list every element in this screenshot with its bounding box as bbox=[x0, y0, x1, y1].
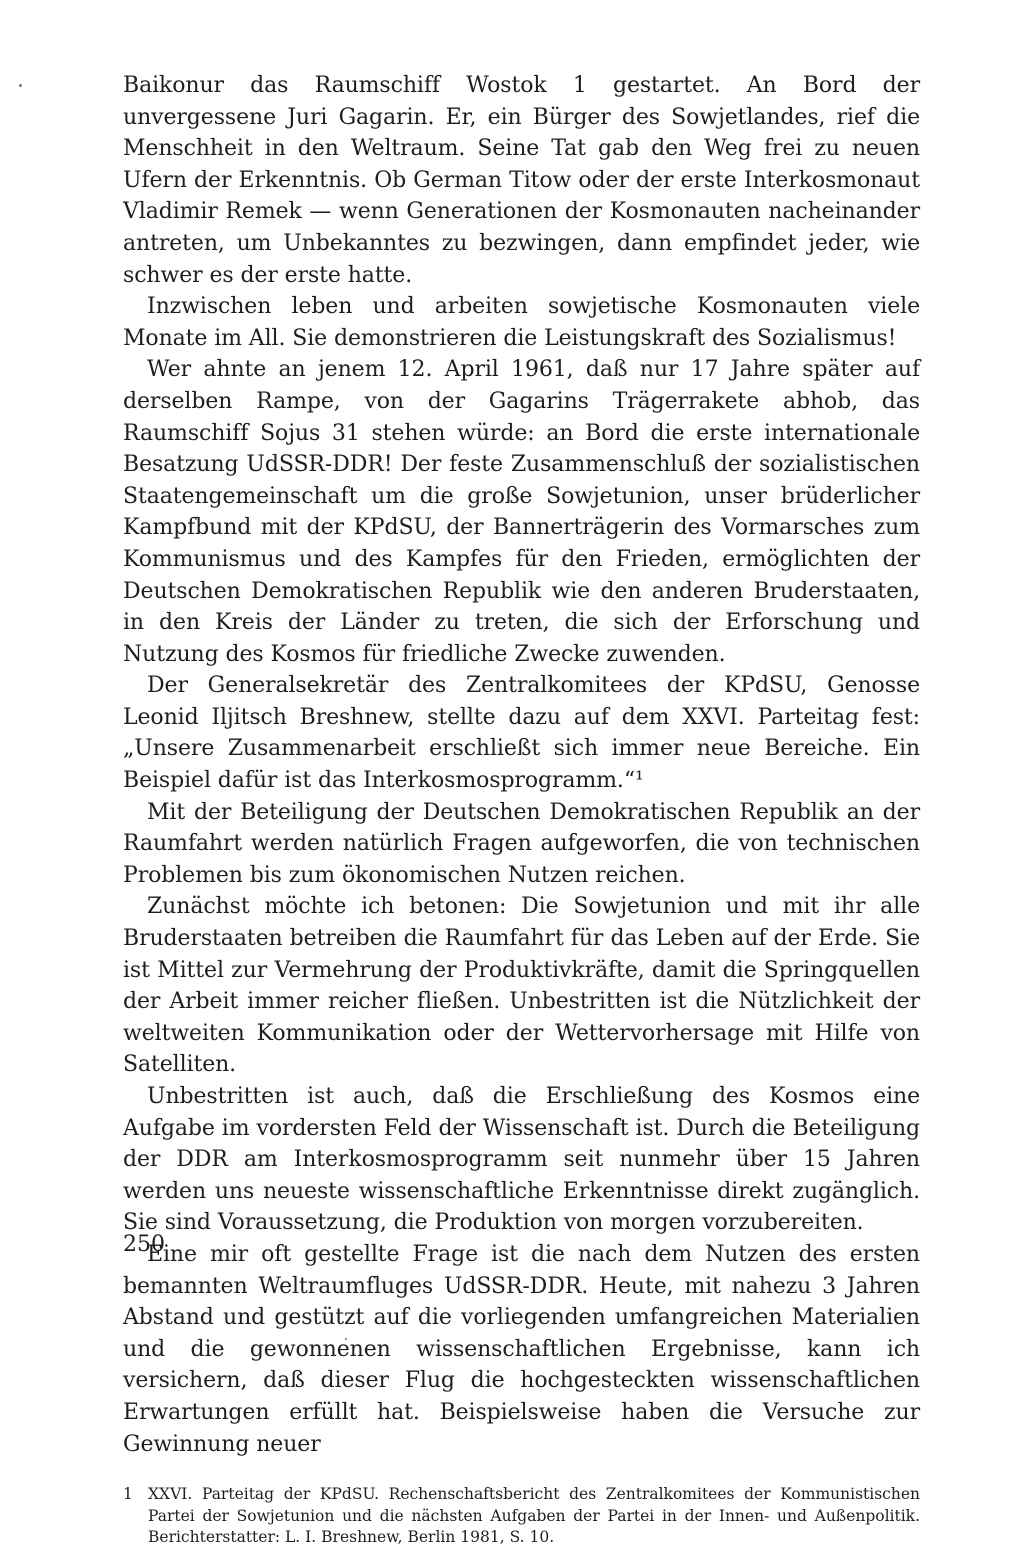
footnote bbox=[123, 1484, 920, 1549]
paragraph: Zunächst möchte ich betonen: Die Sowjetunion und mit ihr alle Bruderstaaten betreiben die Raumfahrt für das Leben auf der Erde. Sie ist Mittel zur Vermehrung der Produktivkräfte, damit die Springquellen der Arbeit immer reicher fließen. Unbestritten ist die Nützlichkeit der weltweiten Kommunikation oder der Wettervorhersage mit Hilfe von Satelliten. bbox=[123, 894, 920, 1078]
page-content bbox=[123, 70, 920, 1549]
paragraph: Mit der Beteiligung der Deutschen Demokratischen Republik an der Raumfahrt werden natürlich Fragen aufgeworfen, die von technischen Problemen bis zum ökonomischen Nutzen reichen. bbox=[123, 799, 920, 888]
footnote-marker: 1 bbox=[123, 1485, 133, 1504]
paragraph: Baikonur das Raumschiff Wostok 1 gestartet. An Bord der unvergessene Juri Gagarin. Er, ein Bürger des Sowjetlandes, rief die Menschheit in den Weltraum. Seine Tat gab den Weg frei zu neuen Ufern der Erkenntnis. Ob German Titow oder der erste Interkosmonaut Vladimir Remek — wenn Generationen der Kosmonauten nacheinander antreten, um Unbekanntes zu bezwingen, dann empfindet jeder, wie schwer es der erste hatte. bbox=[123, 73, 920, 288]
paragraph: Inzwischen leben und arbeiten sowjetische Kosmonauten viele Monate im All. Sie demonstrieren die Leistungskraft des Sozialismus! bbox=[123, 294, 920, 351]
body-text bbox=[123, 70, 920, 1460]
paragraph: Eine mir oft gestellte Frage ist die nach dem Nutzen des ersten bemannten Weltraumfluges UdSSR-DDR. Heute, mit nahezu 3 Jahren Abstand und gestützt auf die vorliegenden umfangreichen Materialien und die gewonnenen wissenschaftlichen Ergebnisse, kann ich versichern, daß dieser Flug die hochgesteckten wissenschaftlichen Erwartungen erfüllt hat. Beispielsweise haben die Versuche zur Gewinnung neuer bbox=[123, 1241, 920, 1457]
paragraph: Unbestritten ist auch, daß die Erschließung des Kosmos eine Aufgabe im vordersten Feld der Wissenschaft ist. Durch die Beteiligung der DDR am Interkosmosprogramm seit nunmehr über 15 Jahren werden uns neueste wissenschaftliche Erkenntnisse direkt zugänglich. Sie sind Voraussetzung, die Produktion von morgen vorzubereiten. bbox=[123, 1084, 920, 1236]
paragraph: Der Generalsekretär des Zentralkomitees der KPdSU, Genosse Leonid Iljitsch Breshnew, stellte dazu auf dem XXVI. Parteitag fest: „Unsere Zusammenarbeit erschließt sich immer neue Bereiche. Ein Beispiel dafür ist das Interkosmosprogramm.“¹ bbox=[123, 673, 920, 794]
page-number: 250 bbox=[123, 1232, 165, 1257]
paragraph: Wer ahnte an jenem 12. April 1961, daß nur 17 Jahre später auf derselben Rampe, von der Gagarins Trägerrakete abhob, das Raumschiff Sojus 31 stehen würde: an Bord die erste internationale Besatzung UdSSR-DDR! Der feste Zusammenschluß der sozialistischen Staatengemeinschaft um die große Sowjetunion, unser brüderlicher Kampfbund mit der KPdSU, der Bannerträgerin des Vormarsches zum Kommunismus und des Kampfes für den Frieden, ermöglichten der Deutschen Demokratischen Republik wie den anderen Bruderstaaten, in den Kreis der Länder zu treten, die sich der Erforschung und Nutzung des Kosmos für friedliche Zwecke zuwenden. bbox=[123, 357, 920, 667]
footnote-text: XXVI. Parteitag der KPdSU. Rechenschaftsbericht des Zentralkomitees der Kommunistischen Partei der Sowjetunion und die nächsten Aufgaben der Partei in der Innen- und Außenpolitik. Berichterstatter: L. I. Breshnew, Berlin 1981, S. 10. bbox=[148, 1485, 920, 1547]
scan-speck bbox=[19, 84, 22, 87]
